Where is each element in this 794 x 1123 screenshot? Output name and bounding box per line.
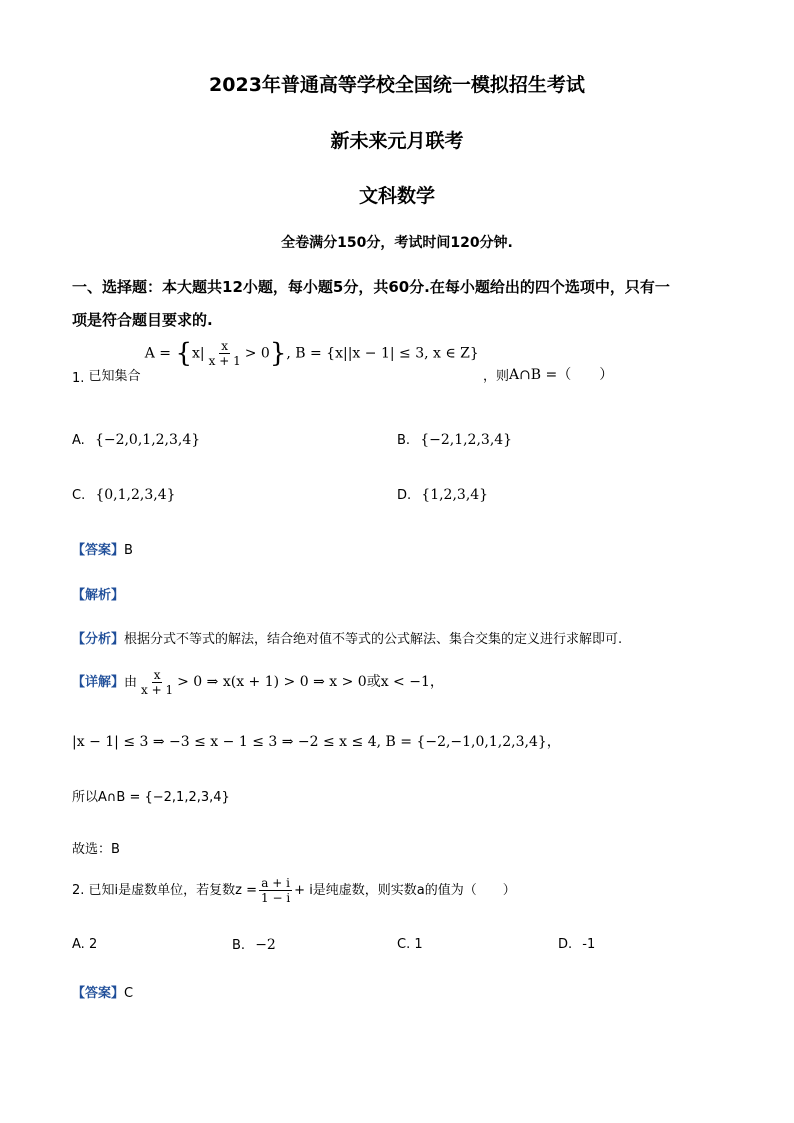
- option-value: 1: [414, 937, 423, 952]
- detail-tag: 【详解】: [72, 675, 125, 690]
- exam-subtitle: 新未来元月联考: [330, 130, 464, 152]
- fenxi-text: 根据分式不等式的解法，结合绝对值不等式的公式解法、集合交集的定义进行求解即可.: [124, 632, 623, 647]
- set-a-var: x|: [192, 345, 205, 362]
- set-definition: A = {x| $\frac{x}{x + 1}$ > 0}, B = {x||x − 1| ≤ 3, x ∈ Z}: [144, 338, 479, 369]
- detail-line-3: 所以A∩B = {−2,1,2,3,4}: [72, 790, 230, 805]
- subject-title: 文科数学: [358, 185, 435, 207]
- option-a[interactable]: [72, 432, 200, 448]
- option-label: B.: [232, 938, 246, 953]
- option-label: D.: [558, 937, 573, 952]
- fraction-numerator: x: [153, 668, 161, 682]
- fraction-numerator: x: [221, 339, 229, 353]
- option-d[interactable]: [397, 487, 488, 503]
- set-a-condition: > 0: [244, 345, 270, 362]
- section-heading-line1: 一、选择题：本大题共12小题，每小题5分，共60分.在每小题给出的四个选项中，只有一: [72, 278, 670, 296]
- answer-value: C: [124, 986, 134, 1001]
- question-1-stem: [72, 338, 614, 386]
- question-ask: A∩B =（ ）: [508, 367, 614, 383]
- fenxi-tag: 【分析】: [72, 632, 125, 647]
- detail-line-1: [72, 668, 444, 697]
- option-value: −2: [255, 937, 276, 953]
- detail-pre: 由: [124, 675, 138, 690]
- fraction: [259, 876, 292, 905]
- answer-tag: 【答案】: [72, 986, 125, 1001]
- set-a-label: A =: [144, 345, 171, 362]
- answer-line: [72, 982, 133, 1001]
- option-label: D.: [397, 488, 412, 503]
- option-value: {1,2,3,4}: [421, 487, 489, 503]
- answer-line: [72, 539, 133, 558]
- choose-line: 故选：B: [72, 842, 120, 857]
- fraction-numerator: a + i: [261, 876, 290, 890]
- question-2-stem: [72, 876, 516, 905]
- answer-tag: 【答案】: [72, 543, 125, 558]
- fraction: [207, 339, 243, 368]
- fraction-denominator: x + 1: [141, 683, 174, 697]
- fraction-denominator: 1 − i: [261, 891, 291, 905]
- option-value: {−2,1,2,3,4}: [420, 432, 513, 448]
- option-a[interactable]: [72, 937, 97, 952]
- option-value: 2: [88, 937, 98, 952]
- option-b[interactable]: [232, 937, 276, 953]
- option-label: A.: [72, 433, 85, 448]
- question-prompt: 已知集合: [88, 369, 141, 384]
- option-d[interactable]: [558, 937, 595, 952]
- question-number: 2.: [72, 883, 85, 898]
- section-heading-line2: 项是符合题目要求的.: [72, 311, 213, 329]
- analysis-tag: 【解析】: [72, 588, 125, 603]
- option-c[interactable]: [72, 487, 176, 503]
- answer-value: B: [124, 543, 133, 558]
- detail-line-2: |x − 1| ≤ 3 ⇒ −3 ≤ x − 1 ≤ 3 ⇒ −2 ≤ x ≤ 4, B = {−2,−1,0,1,2,3,4}，: [72, 734, 561, 750]
- option-value: {−2,0,1,2,3,4}: [94, 432, 201, 448]
- fraction-denominator: x + 1: [208, 354, 241, 368]
- option-c[interactable]: [397, 937, 423, 952]
- option-label: A.: [72, 937, 85, 952]
- option-label: C.: [72, 488, 86, 503]
- detail-inequality: > 0 ⇒ x(x + 1) > 0 ⇒ x > 0或x < −1，: [177, 674, 444, 690]
- question-prompt-post: + i是纯虚数，则实数a的值为（ ）: [294, 883, 516, 898]
- option-value: -1: [582, 937, 596, 952]
- question-then: ，则: [482, 369, 509, 384]
- fraction: [139, 668, 175, 697]
- question-prompt-pre: 已知i是虚数单位，若复数z =: [88, 883, 258, 898]
- option-value: {0,1,2,3,4}: [95, 487, 176, 503]
- option-b[interactable]: [397, 432, 512, 448]
- fenxi-line: [72, 628, 622, 647]
- option-label: B.: [397, 433, 411, 448]
- set-b: , B = {x||x − 1| ≤ 3, x ∈ Z}: [286, 345, 479, 362]
- exam-info: 全卷满分150分，考试时间120分钟.: [281, 235, 513, 251]
- analysis-line: [72, 584, 124, 603]
- option-label: C.: [397, 937, 411, 952]
- question-number: 1.: [72, 371, 85, 386]
- exam-title: 2023年普通高等学校全国统一模拟招生考试: [209, 74, 585, 96]
